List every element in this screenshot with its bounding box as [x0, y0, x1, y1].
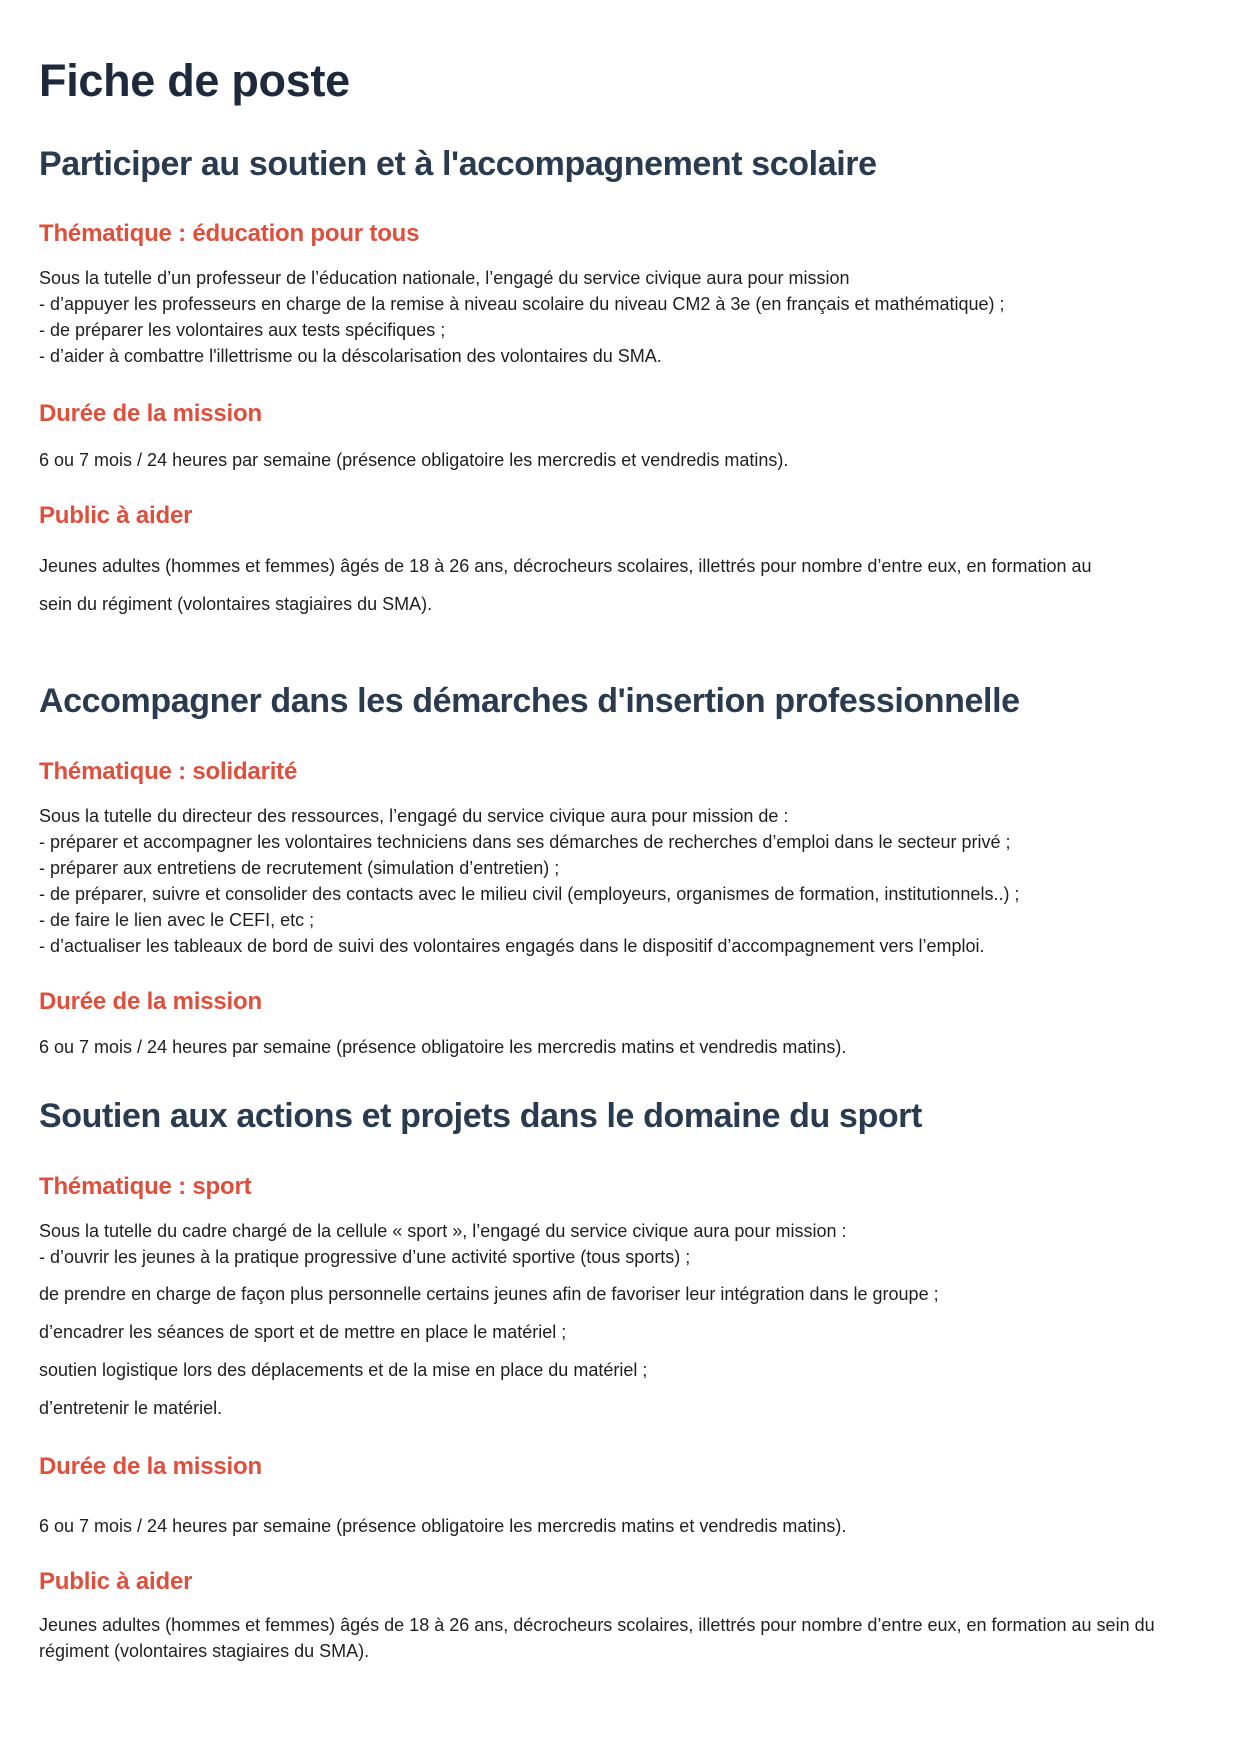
duration-text: 6 ou 7 mois / 24 heures par semaine (présence obligatoire les mercredis matins et vendredis matins). — [39, 1516, 847, 1536]
mission-line: Sous la tutelle d’un professeur de l’éducation nationale, l’engagé du service civique aura pour mission — [39, 268, 850, 288]
mission-line: de prendre en charge de façon plus personnelle certains jeunes afin de favoriser leur intégration dans le groupe ; — [39, 1284, 939, 1304]
mission-description — [39, 265, 1005, 369]
public-line: sein du régiment (volontaires stagiaires du SMA). — [39, 594, 433, 614]
duration-heading: Durée de la mission — [39, 400, 262, 427]
mission-line: - préparer aux entretiens de recrutement (simulation d’entretien) ; — [39, 858, 560, 878]
public-heading: Public à aider — [39, 502, 193, 529]
theme-heading: Thématique : sport — [39, 1173, 252, 1200]
theme-heading: Thématique : solidarité — [39, 758, 298, 785]
duration-text: 6 ou 7 mois / 24 heures par semaine (présence obligatoire les mercredis matins et vendredis matins). — [39, 1037, 847, 1057]
section-heading-soutien-scolaire: Participer au soutien et à l'accompagnement scolaire — [39, 145, 877, 183]
mission-line: - d’ouvrir les jeunes à la pratique progressive d’une activité sportive (tous sports) ; — [39, 1247, 691, 1267]
public-description — [39, 547, 1092, 623]
public-heading: Public à aider — [39, 1568, 193, 1595]
mission-line: Sous la tutelle du cadre chargé de la cellule « sport », l’engagé du service civique aura pour mission : — [39, 1221, 847, 1241]
page-title: Fiche de poste — [39, 55, 350, 106]
mission-line: d’entretenir le matériel. — [39, 1398, 223, 1418]
mission-line: d’encadrer les séances de sport et de mettre en place le matériel ; — [39, 1322, 567, 1342]
theme-heading: Thématique : éducation pour tous — [39, 220, 420, 247]
mission-line: Sous la tutelle du directeur des ressources, l’engagé du service civique aura pour mission de : — [39, 806, 789, 826]
duration-heading: Durée de la mission — [39, 1453, 262, 1480]
mission-line: - préparer et accompagner les volontaires techniciens dans ses démarches de recherches d’emploi dans le secteur privé ; — [39, 832, 1011, 852]
mission-line: - d’appuyer les professeurs en charge de la remise à niveau scolaire du niveau CM2 à 3e (en français et mathématique) ; — [39, 294, 1005, 314]
mission-line: - d’actualiser les tableaux de bord de suivi des volontaires engagés dans le dispositif d’accompagnement vers l’emploi. — [39, 936, 985, 956]
section-heading-sport: Soutien aux actions et projets dans le domaine du sport — [39, 1097, 922, 1135]
mission-description — [39, 1218, 939, 1427]
section-heading-insertion-professionnelle: Accompagner dans les démarches d'insertion professionnelle — [39, 682, 1020, 720]
mission-line: - de préparer, suivre et consolider des contacts avec le milieu civil (employeurs, organismes de formation, institutionnels..) ; — [39, 884, 1020, 904]
public-line: Jeunes adultes (hommes et femmes) âgés de 18 à 26 ans, décrocheurs scolaires, illettrés pour nombre d’entre eux, en formation au — [39, 556, 1092, 576]
public-description: Jeunes adultes (hommes et femmes) âgés de 18 à 26 ans, décrocheurs scolaires, illettrés pour nombre d’entre eux, en formation au sein du régiment (volontaires stagiaires du SMA). — [39, 1615, 1155, 1661]
mission-line: soutien logistique lors des déplacements et de la mise en place du matériel ; — [39, 1360, 648, 1380]
duration-text: 6 ou 7 mois / 24 heures par semaine (présence obligatoire les mercredis et vendredis matins). — [39, 450, 789, 470]
mission-line: - de préparer les volontaires aux tests spécifiques ; — [39, 320, 446, 340]
mission-line: - de faire le lien avec le CEFI, etc ; — [39, 910, 315, 930]
mission-line: - d’aider à combattre l'illettrisme ou la déscolarisation des volontaires du SMA. — [39, 346, 662, 366]
duration-heading: Durée de la mission — [39, 988, 262, 1015]
mission-description — [39, 803, 1019, 959]
